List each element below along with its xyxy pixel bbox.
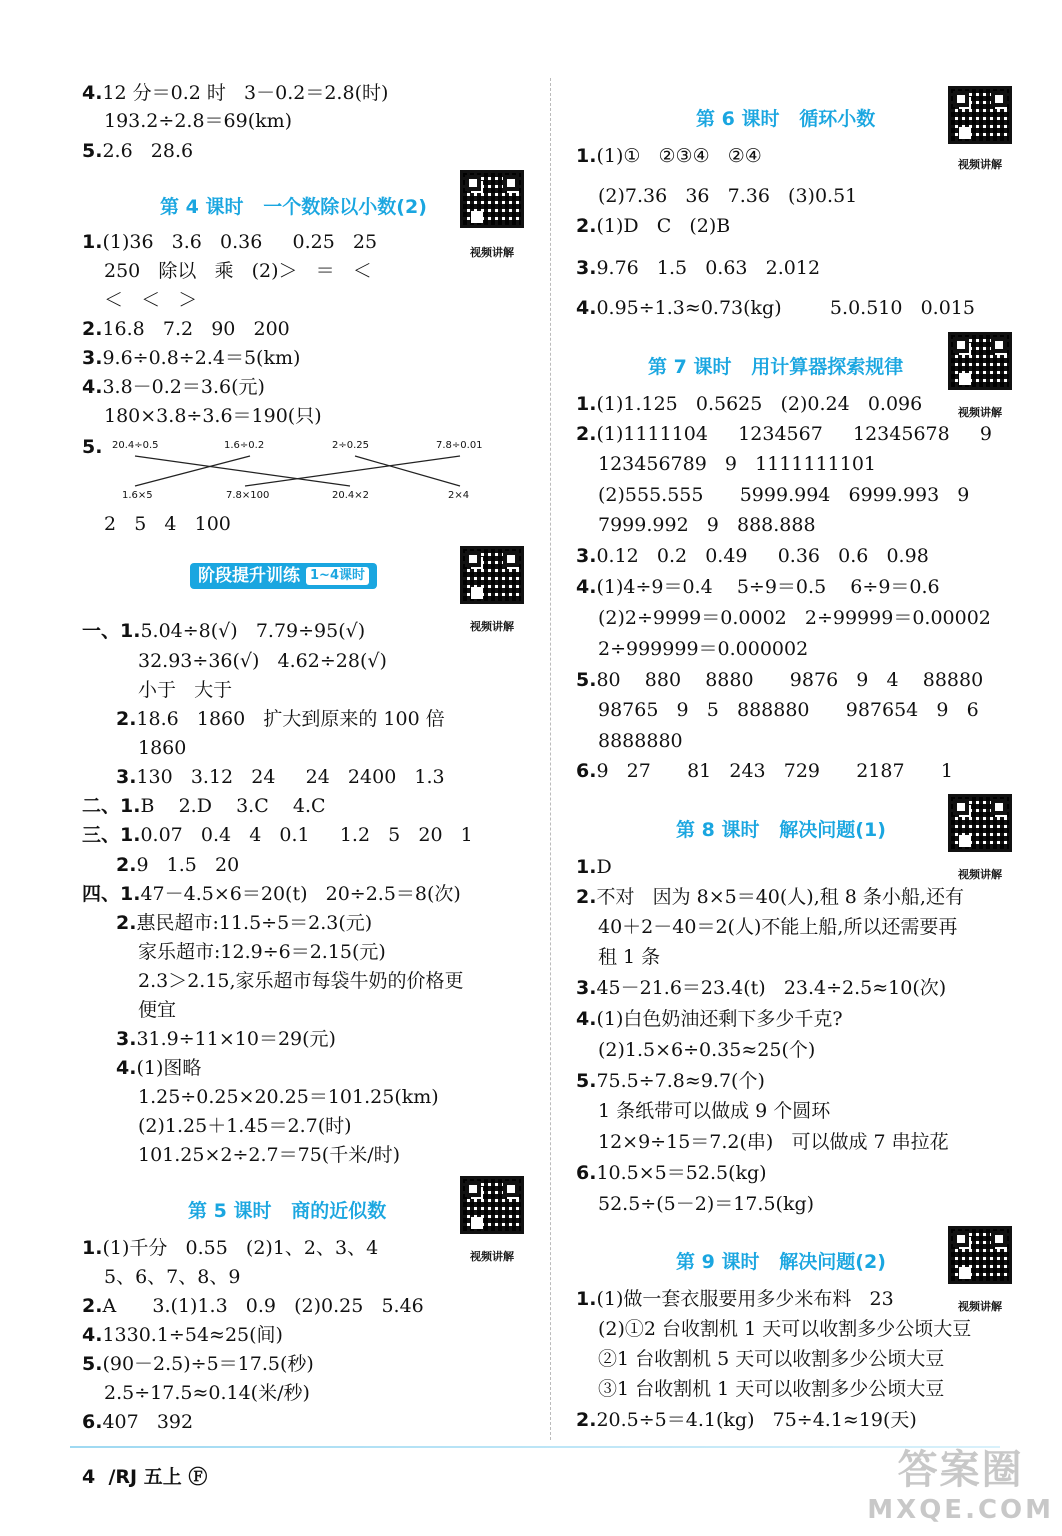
answer-line: 2.18.6 1860 扩大到原来的 100 倍 <box>116 708 445 730</box>
answer-line: (2)7.36 36 7.36 (3)0.51 <box>598 185 858 207</box>
answer-line: 2.9 1.5 20 <box>116 854 240 876</box>
match-bottom-4: 2×4 <box>448 490 470 501</box>
answer-line: 3.130 3.12 24 24 2400 1.3 <box>116 766 445 788</box>
answer-line: 52.5÷(5－2)＝17.5(kg) <box>598 1193 815 1215</box>
answer-line: 3.9.6÷0.8÷2.4＝5(km) <box>82 347 301 369</box>
answer-line: 2.5÷17.5≈0.14(米/秒) <box>104 1382 310 1404</box>
answer-line: 5. <box>82 436 103 458</box>
answer-line: (2)1.5×6÷0.35≈25(个) <box>598 1039 816 1061</box>
match-bottom-3: 20.4×2 <box>332 490 370 501</box>
qr-label: 视频讲解 <box>958 406 1002 419</box>
answer-line: 2.3＞2.15,家乐超市每袋牛奶的价格更 <box>138 970 464 992</box>
answer-line: 4.0.95÷1.3≈0.73(kg) 5.0.510 0.015 <box>576 297 975 319</box>
answer-line: 1 条纸带可以做成 9 个圆环 <box>598 1100 831 1122</box>
answer-line: 6.10.5×5＝52.5(kg) <box>576 1162 767 1184</box>
answer-line: 6.9 27 81 243 729 2187 1 <box>576 760 953 782</box>
match-bottom-1: 1.6×5 <box>122 490 153 501</box>
answer-line: 三、1.0.07 0.4 4 0.1 1.2 5 20 1 <box>82 824 473 846</box>
lesson-5-heading: 第 5 课时 商的近似数 <box>188 1200 387 1222</box>
column-divider <box>550 78 551 1440</box>
answer-line: 193.2÷2.8＝69(km) <box>104 110 293 132</box>
answer-line: ②1 台收割机 5 天可以收割多少公顷大豆 <box>598 1348 945 1370</box>
lesson-7-heading: 第 7 课时 用计算器探索规律 <box>648 356 904 378</box>
answer-line: 123456789 9 1111111101 <box>598 453 877 475</box>
qr-label: 视频讲解 <box>470 246 514 259</box>
answer-line: (2)①2 台收割机 1 天可以收割多少公顷大豆 <box>598 1318 972 1340</box>
qr-code-icon[interactable] <box>948 794 1012 852</box>
answer-line: 2.20.5÷5＝4.1(kg) 75÷4.1≈19(天) <box>576 1409 917 1431</box>
answer-line: 4.(1)图略 <box>116 1057 202 1079</box>
qr-code-icon[interactable] <box>948 332 1012 390</box>
answer-line: 便宜 <box>138 999 177 1021</box>
watermark-logo: 答案圈 <box>897 1447 1024 1493</box>
answer-line: 四、1.47－4.5×6＝20(t) 20÷2.5＝8(次) <box>82 883 461 905</box>
qr-code-icon[interactable] <box>948 1226 1012 1284</box>
answer-line: 4.1330.1÷54≈25(间) <box>82 1324 283 1346</box>
answer-line: 小于 大于 <box>138 679 233 701</box>
answer-line: 6.407 392 <box>82 1411 194 1433</box>
answer-line: ＜ ＜ ＞ <box>104 289 198 311</box>
answer-line: 5.75.5÷7.8≈9.7(个) <box>576 1070 765 1092</box>
answer-line: 一、1.5.04÷8(√) 7.79÷95(√) <box>82 620 366 642</box>
qr-label: 视频讲解 <box>958 868 1002 881</box>
match-top-3: 2÷0.25 <box>332 440 370 451</box>
answer-line: 4.(1)白色奶油还剩下多少千克? <box>576 1008 843 1030</box>
answer-line: 7999.992 9 888.888 <box>598 514 816 536</box>
answer-line: 2÷999999＝0.000002 <box>598 638 809 660</box>
answer-line: 2 5 4 100 <box>104 513 231 535</box>
answer-line: 3.31.9÷11×10＝29(元) <box>116 1028 336 1050</box>
answer-line: 250 除以 乘 (2)＞ ＝ ＜ <box>104 260 372 282</box>
answer-line: 98765 9 5 888880 987654 9 6 <box>598 699 979 721</box>
answer-line: 5.2.6 28.6 <box>82 140 194 162</box>
answer-line: 1.(1)千分 0.55 (2)1、2、3、4 <box>82 1237 379 1259</box>
answer-line: 5、6、7、8、9 <box>104 1266 241 1288</box>
watermark <box>867 1447 1054 1530</box>
lesson-6-heading: 第 6 课时 循环小数 <box>696 108 876 130</box>
match-top-2: 1.6÷0.2 <box>224 440 265 451</box>
answer-line: 180×3.8÷3.6＝190(只) <box>104 405 322 427</box>
match-top-4: 7.8÷0.01 <box>436 440 483 451</box>
answer-line: 2.惠民超市:11.5÷5＝2.3(元) <box>116 912 373 934</box>
answer-line: 101.25×2÷2.7＝75(千米/时) <box>138 1144 401 1166</box>
answer-line: (2)1.25＋1.45＝2.7(时) <box>138 1115 352 1137</box>
matching-lines <box>0 0 540 520</box>
lesson-8-heading: 第 8 课时 解决问题(1) <box>676 819 886 841</box>
qr-label: 视频讲解 <box>958 158 1002 171</box>
answer-line: (2)555.555 5999.994 6999.993 9 <box>598 484 970 506</box>
answer-line: 2.不对 因为 8×5＝40(人),租 8 条小船,还有 <box>576 886 964 908</box>
answer-line: 2.A 3.(1)1.3 0.9 (2)0.25 5.46 <box>82 1295 424 1317</box>
answer-line: 3.45－21.6＝23.4(t) 23.4÷2.5≈10(次) <box>576 977 947 999</box>
qr-code-icon[interactable] <box>460 1176 524 1234</box>
watermark-url: MXQE.COM <box>867 1495 1054 1525</box>
qr-label: 视频讲解 <box>470 1250 514 1263</box>
qr-code-icon[interactable] <box>948 86 1012 144</box>
answer-line: 12×9÷15＝7.2(串) 可以做成 7 串拉花 <box>598 1131 949 1153</box>
qr-label: 视频讲解 <box>958 1300 1002 1313</box>
qr-code-icon[interactable] <box>460 546 524 604</box>
answer-line: 1.D <box>576 856 612 878</box>
answer-line: 5.(90－2.5)÷5＝17.5(秒) <box>82 1353 314 1375</box>
answer-line: ③1 台收割机 1 天可以收割多少公顷大豆 <box>598 1378 945 1400</box>
stage-training-banner: 阶段提升训练 1~4课时 <box>190 563 377 589</box>
answer-line: 1.25÷0.25×20.25＝101.25(km) <box>138 1086 439 1108</box>
answer-line: 2.16.8 7.2 90 200 <box>82 318 290 340</box>
answer-line: (2)2÷9999＝0.0002 2÷99999＝0.00002 <box>598 607 991 629</box>
answer-line: 3.0.12 0.2 0.49 0.36 0.6 0.98 <box>576 545 929 567</box>
answer-line: 4.(1)4÷9＝0.4 5÷9＝0.5 6÷9＝0.6 <box>576 576 940 598</box>
answer-line: 5.80 880 8880 9876 9 4 88880 <box>576 669 984 691</box>
answer-line: 32.93÷36(√) 4.62÷28(√) <box>138 650 387 672</box>
answer-line: 40＋2－40＝2(人)不能上船,所以还需要再 <box>598 916 958 938</box>
answer-line: 8888880 <box>598 730 683 752</box>
answer-line: 1.(1)做一套衣服要用多少米布料 23 <box>576 1288 894 1310</box>
answer-line: 4.12 分＝0.2 时 3－0.2＝2.8(时) <box>82 82 389 104</box>
answer-line: 2.(1)1111104 1234567 12345678 9 <box>576 423 992 445</box>
answer-line: 4.3.8－0.2＝3.6(元) <box>82 376 265 398</box>
answer-line: 租 1 条 <box>598 946 661 968</box>
answer-line: 1860 <box>138 737 187 759</box>
match-bottom-2: 7.8×100 <box>226 490 270 501</box>
footer-rule <box>70 1446 1000 1448</box>
qr-label: 视频讲解 <box>470 620 514 633</box>
lesson-9-heading: 第 9 课时 解决问题(2) <box>676 1251 886 1273</box>
answer-line: 家乐超市:12.9÷6＝2.15(元) <box>138 941 386 963</box>
answer-line: 2.(1)D C (2)B <box>576 215 731 237</box>
page-footer: 4 /RJ 五上 Ⓕ <box>82 1466 208 1488</box>
answer-line: 1.(1)① ②③④ ②④ <box>576 145 762 167</box>
match-top-1: 20.4÷0.5 <box>112 440 159 451</box>
answer-line: 1.(1)36 3.6 0.36 0.25 25 <box>82 231 378 253</box>
answer-line: 二、1.B 2.D 3.C 4.C <box>82 795 326 817</box>
answer-line: 1.(1)1.125 0.5625 (2)0.24 0.096 <box>576 393 923 415</box>
answer-line: 3.9.76 1.5 0.63 2.012 <box>576 257 821 279</box>
lesson-4-heading: 第 4 课时 一个数除以小数(2) <box>160 196 427 218</box>
